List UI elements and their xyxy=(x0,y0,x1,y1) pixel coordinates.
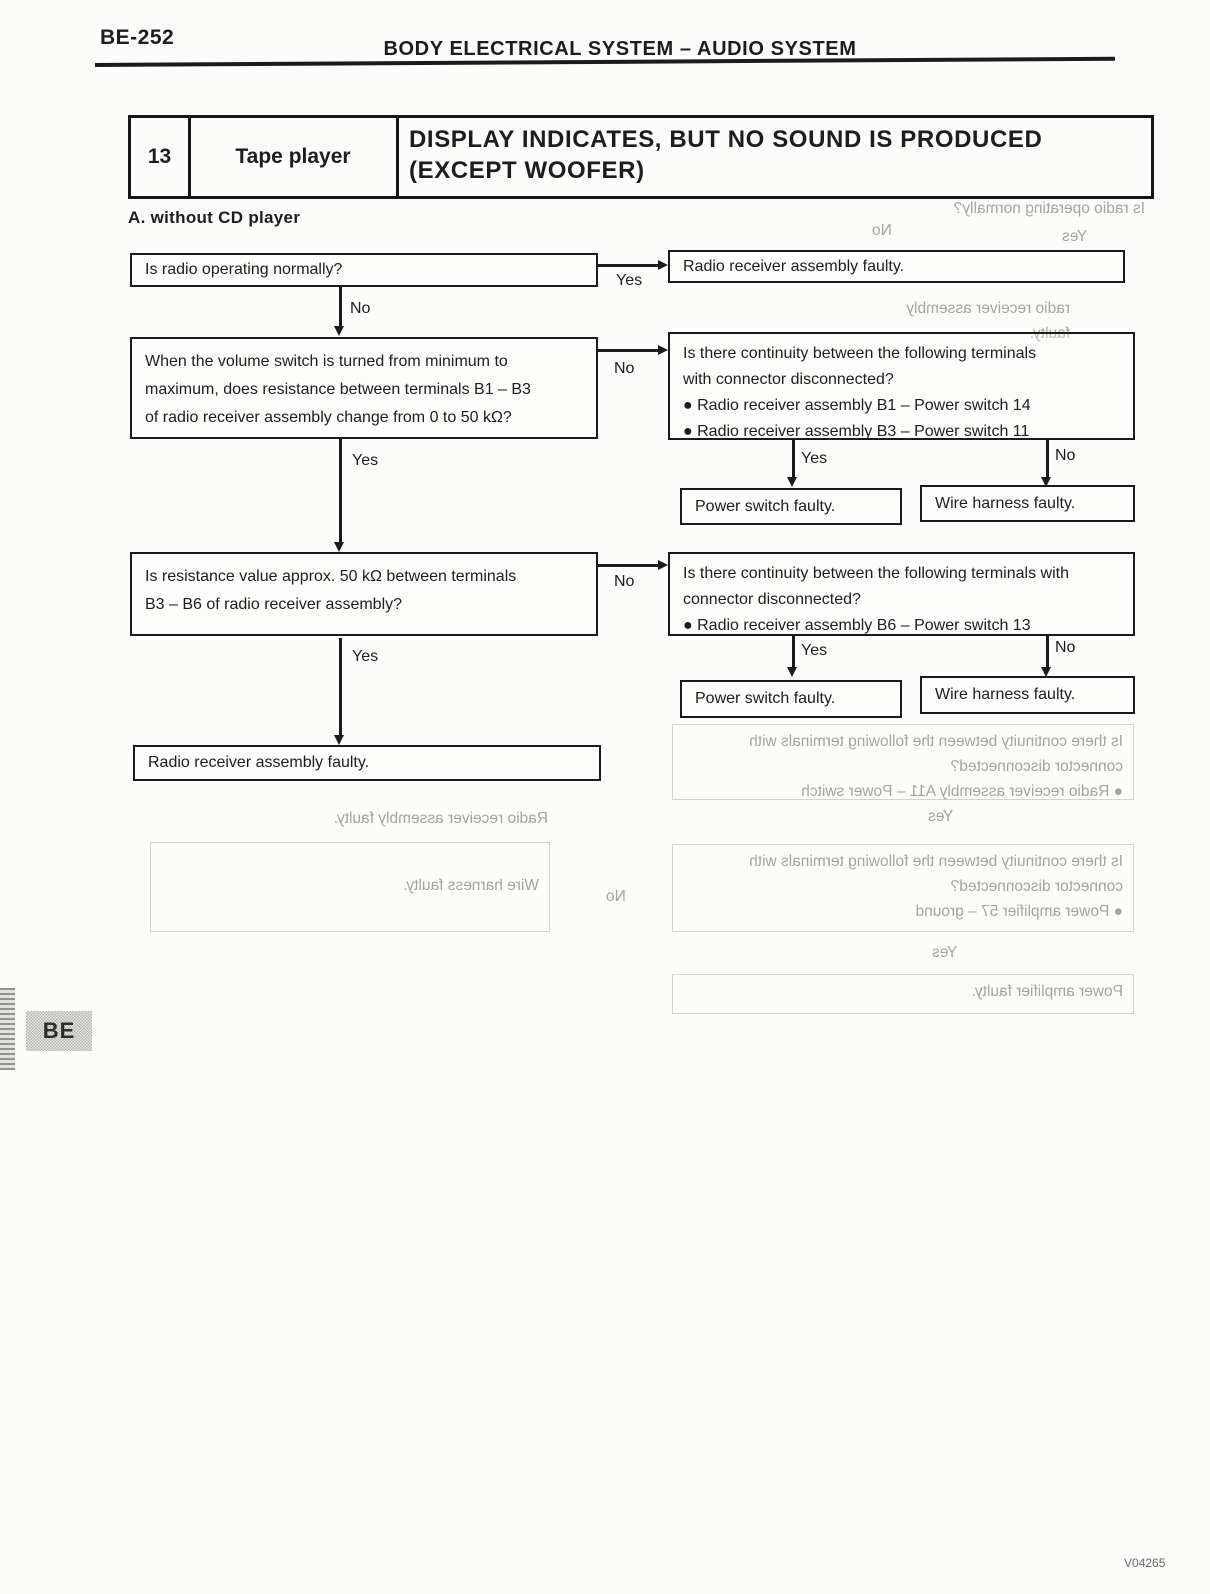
result-box-power-switch-faulty: Power switch faulty. xyxy=(680,680,902,718)
label-yes: Yes xyxy=(352,648,379,665)
connector-line xyxy=(598,564,660,567)
decision-box-resistance-b3-b6: Is resistance value approx. 50 kΩ between terminals B3 – B6 of radio receiver assembly? xyxy=(130,552,598,636)
label-yes: Yes xyxy=(801,642,828,659)
problem-title-block xyxy=(128,115,1154,199)
bleedthrough-box: Is there continuity between the following terminals with connector disconnected? ● Power amplifier 57 – ground xyxy=(672,844,1134,932)
bleedthrough-box: Wire harness faulty. xyxy=(150,842,550,932)
arrowhead xyxy=(658,560,668,570)
label-no: No xyxy=(350,300,371,317)
connector-line xyxy=(1046,440,1049,478)
connector-line xyxy=(1046,636,1049,668)
bleedthrough-text: No xyxy=(606,888,626,905)
label-no: No xyxy=(614,360,635,377)
bleedthrough-text: Is radio operating normally? xyxy=(953,200,1145,217)
result-box-radio-receiver-faulty: Radio receiver assembly faulty. xyxy=(133,745,601,781)
label-no: No xyxy=(614,573,635,590)
connector-line xyxy=(339,287,342,327)
page-binding-edge xyxy=(0,988,15,1070)
label-yes: Yes xyxy=(616,272,643,289)
section-label: A. without CD player xyxy=(128,208,301,227)
arrowhead xyxy=(787,667,797,677)
connector-line xyxy=(339,439,342,543)
arrowhead xyxy=(334,735,344,745)
bleedthrough-text: Yes xyxy=(928,808,954,825)
decision-box-volume-resistance: When the volume switch is turned from minimum to maximum, does resistance between terminals B1 – B3 of radio receiver assembly change from 0 to 50 kΩ? xyxy=(130,337,598,439)
bleedthrough-text: Yes xyxy=(932,944,958,961)
label-yes: Yes xyxy=(801,450,828,467)
result-box-wire-harness-faulty: Wire harness faulty. xyxy=(920,485,1135,522)
problem-number: 13 xyxy=(147,145,172,168)
label-no: No xyxy=(1055,447,1076,464)
title-block-divider xyxy=(396,118,399,196)
connector-line xyxy=(792,440,795,478)
problem-description: DISPLAY INDICATES, BUT NO SOUND IS PRODUCED (EXCEPT WOOFER) xyxy=(409,126,1043,184)
decision-box-continuity-b6: Is there continuity between the following terminals with connector disconnected? ● Radio receiver assembly B6 – Power switch 13 xyxy=(668,552,1135,636)
decision-box-radio-operating: Is radio operating normally? xyxy=(130,253,598,287)
decision-box-continuity-b1-b3: Is there continuity between the following terminals with connector disconnected? ● Radio receiver assembly B1 – Power switch 14 ● Radio receiver assembly B3 – Power switch 11 xyxy=(668,332,1135,440)
bleedthrough-text: Yes xyxy=(1062,228,1088,245)
result-box-radio-receiver-faulty: Radio receiver assembly faulty. xyxy=(668,250,1125,283)
label-yes: Yes xyxy=(352,452,379,469)
arrowhead xyxy=(658,260,668,270)
arrowhead xyxy=(787,477,797,487)
connector-line xyxy=(598,349,660,352)
arrowhead xyxy=(334,542,344,552)
component-name: Tape player xyxy=(235,145,351,168)
label-no: No xyxy=(1055,639,1076,656)
result-box-power-switch-faulty: Power switch faulty. xyxy=(680,488,902,525)
section-tab-be: BE xyxy=(26,1011,92,1051)
arrowhead xyxy=(658,345,668,355)
arrowhead xyxy=(334,326,344,336)
bleedthrough-text: No xyxy=(872,222,892,239)
connector-line xyxy=(598,264,660,267)
bleedthrough-text: Radio receiver assembly faulty. xyxy=(333,810,548,827)
connector-line xyxy=(339,638,342,736)
figure-code: V04265 xyxy=(1124,1556,1166,1570)
bleedthrough-box: Is there continuity between the following terminals with connector disconnected? ● Radio receiver assembly A11 – Power switch xyxy=(672,724,1134,800)
bleedthrough-box: Power amplifier faulty. xyxy=(672,974,1134,1014)
connector-line xyxy=(792,636,795,668)
bleedthrough-text: radio receiver assembly faulty. xyxy=(906,300,1070,342)
result-box-wire-harness-faulty: Wire harness faulty. xyxy=(920,676,1135,714)
page-number: BE-252 xyxy=(100,26,175,49)
page-title: BODY ELECTRICAL SYSTEM – AUDIO SYSTEM xyxy=(383,38,857,60)
